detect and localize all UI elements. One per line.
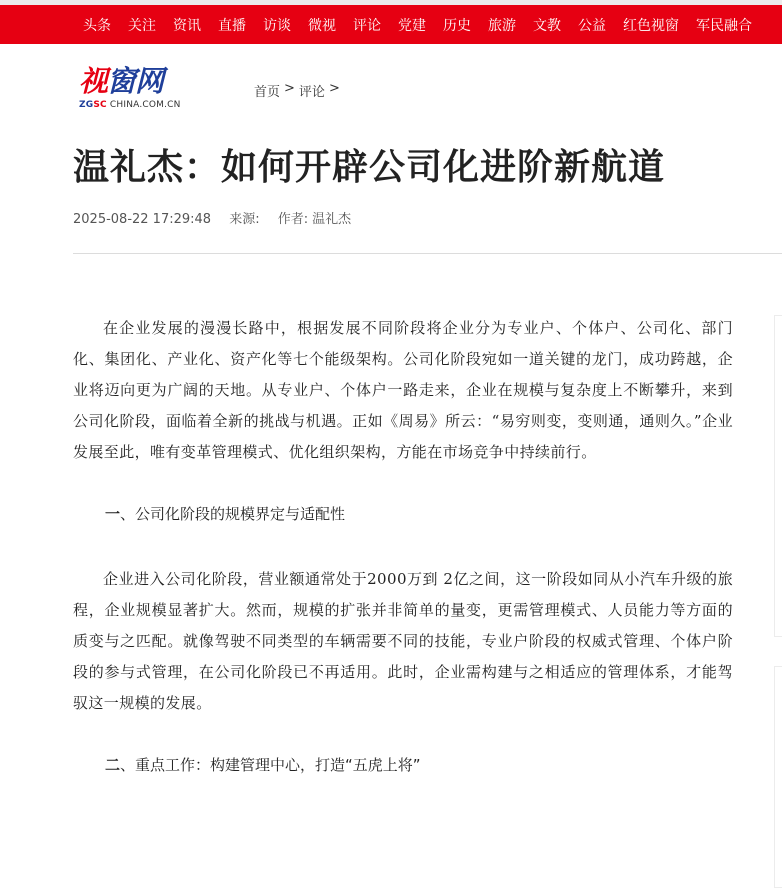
nav-item-lvyou[interactable]: 旅游 bbox=[488, 17, 516, 34]
article-body bbox=[73, 313, 733, 781]
site-logo[interactable] bbox=[79, 66, 191, 114]
article-title: 温礼杰：如何开辟公司化进阶新航道 bbox=[73, 147, 666, 188]
logo-domain bbox=[79, 100, 191, 110]
nav-item-zhibo[interactable]: 直播 bbox=[218, 17, 246, 34]
nav-items bbox=[83, 5, 769, 44]
logo-zg: ZG bbox=[79, 100, 94, 110]
top-nav-bar bbox=[0, 5, 782, 44]
nav-item-wenjiao[interactable]: 文教 bbox=[533, 17, 561, 34]
nav-item-hongse-shichuang[interactable]: 红色视窗 bbox=[623, 17, 679, 34]
article-paragraph: 企业进入公司化阶段，营业额通常处于2000万到 2亿之间，这一阶段如同从小汽车升级的旅程，企业规模显著扩大。然而，规模的扩张并非简单的量变，更需管理模式、人员能力等方面的质变与之匹配。就像驾驶不同类型的车辆需要不同的技能，专业户阶段的权威式管理、个体户阶段的参与式管理，在公司化阶段已不再适用。此时，企业需构建与之相适应的管理体系，才能驾驭这一规模的发展。 bbox=[73, 570, 733, 712]
logo-mark bbox=[79, 66, 191, 96]
logo-char-shi: 视 bbox=[79, 64, 108, 98]
breadcrumb-home-link[interactable]: 首页 bbox=[254, 85, 281, 100]
article-paragraph: 在企业发展的漫漫长路中，根据发展不同阶段将企业分为专业户、个体户、公司化、部门化、集团化、产业化、资产化等七个能级架构。公司化阶段宛如一道关键的龙门，成功跨越，企业将迈向更为广阔的天地。从专业户、个体户一路走来，企业在规模与复杂度上不断攀升，来到公司化阶段，面临着全新的挑战与机遇。正如《周易》所云：“易穷则变，变则通，通则久。”企业发展至此，唯有变革管理模式、优化组织架构，方能在市场竞争中持续前行。 bbox=[73, 319, 733, 461]
publish-datetime: 2025-08-22 17:29:48 bbox=[73, 212, 212, 227]
logo-char-chuangwang: 窗网 bbox=[107, 64, 164, 98]
section-heading-text: 、公司化阶段的规模界定与适配性 bbox=[120, 505, 346, 523]
nav-item-guanzhu[interactable]: 关注 bbox=[128, 17, 156, 34]
section-heading-number: 一 bbox=[105, 505, 121, 523]
breadcrumb-section-link[interactable]: 评论 bbox=[298, 85, 325, 100]
logo-domain-rest: CHINA.COM.CN bbox=[106, 100, 181, 110]
breadcrumb bbox=[254, 81, 340, 100]
nav-item-pinglun[interactable]: 评论 bbox=[353, 17, 381, 34]
sidebar-panel bbox=[774, 666, 782, 888]
nav-item-weishi[interactable]: 微视 bbox=[308, 17, 336, 34]
article-meta bbox=[73, 208, 365, 227]
section-heading-1 bbox=[73, 499, 733, 530]
nav-item-junmin-ronghe[interactable]: 军民融合 bbox=[696, 17, 752, 34]
nav-item-fangtan[interactable]: 访谈 bbox=[263, 17, 291, 34]
nav-item-zixun[interactable]: 资讯 bbox=[173, 17, 201, 34]
author-name: 温礼杰 bbox=[312, 212, 352, 227]
source-label: 来源: bbox=[229, 212, 260, 227]
header-divider bbox=[73, 253, 782, 254]
logo-sc: SC bbox=[93, 100, 107, 110]
section-heading-text: 、重点工作：构建管理中心，打造“五虎上将” bbox=[120, 756, 421, 774]
nav-item-lishi[interactable]: 历史 bbox=[443, 17, 471, 34]
nav-item-gongyi[interactable]: 公益 bbox=[578, 17, 606, 34]
section-heading-2 bbox=[73, 750, 733, 781]
nav-item-dangjian[interactable]: 党建 bbox=[398, 17, 426, 34]
breadcrumb-separator: > bbox=[284, 81, 295, 96]
nav-item-toutiao[interactable]: 头条 bbox=[83, 17, 111, 34]
section-heading-number: 二 bbox=[105, 756, 121, 774]
breadcrumb-separator: > bbox=[328, 81, 340, 96]
sidebar-panel bbox=[774, 315, 782, 637]
author-label: 作者: bbox=[277, 212, 309, 227]
